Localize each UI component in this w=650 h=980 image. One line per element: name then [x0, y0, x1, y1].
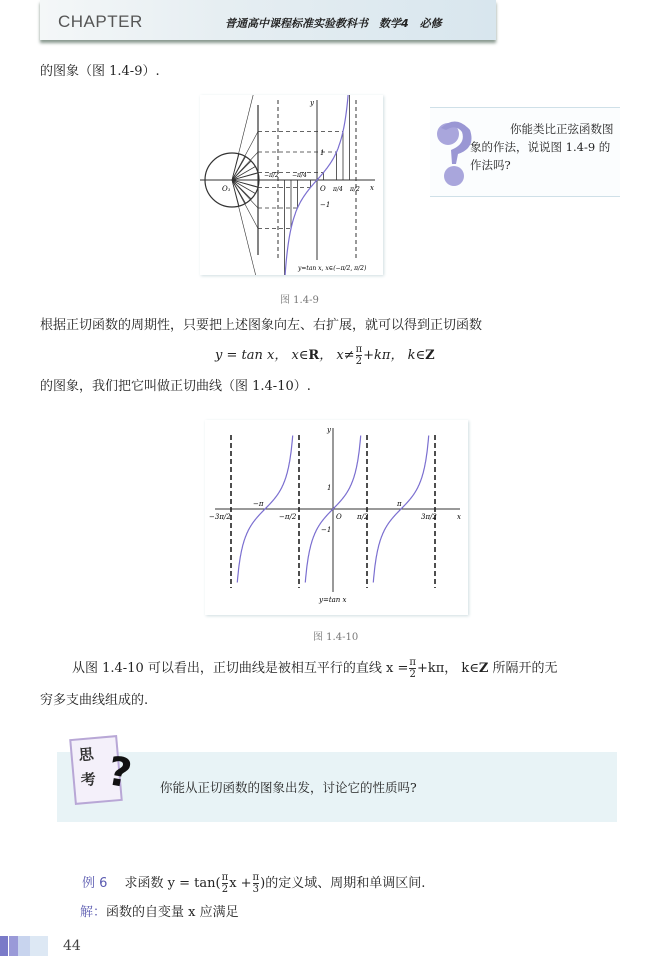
label-neg-3pi-2: −3π/2 — [209, 513, 231, 521]
think-icon: 思 考 — [69, 735, 123, 805]
page-number: 44 — [63, 938, 81, 954]
label-pi-4: π/4 — [333, 186, 343, 193]
label-origin: O — [320, 185, 326, 193]
paragraph-1: 根据正切函数的周期性，只要把上述图象向左、右扩展，就可以得到正切函数 — [40, 318, 483, 333]
label-x: x — [370, 184, 374, 192]
think-question: 你能从正切函数的图象出发，讨论它的性质吗? — [160, 780, 417, 795]
label-pi: π — [397, 500, 402, 508]
paragraph-3: 从图 1.4-10 可以看出，正切曲线是被相互平行的直线 x = $\frac{\pi}{2}$ +kπ， k∈Z 所隔开的无 — [72, 657, 558, 680]
label-x: x — [457, 513, 461, 521]
formula-tan-domain: y = tan x， x∈R， x≠ $\frac{\pi}{2}$ +kπ， k∈Z — [215, 344, 435, 367]
figure-1-4-9-caption: 图 1.4-9 — [280, 295, 319, 306]
page-number-bar — [0, 936, 48, 956]
label-neg-one: −1 — [321, 526, 332, 534]
label-3pi-2: 3π/2 — [421, 513, 437, 521]
question-text: 你能类比正弦函数图象的作法，说说图 1.4-9 的作法吗? — [470, 122, 614, 172]
figure-1-4-9 — [200, 95, 383, 275]
label-one: 1 — [320, 149, 325, 157]
label-one: 1 — [327, 484, 332, 492]
label-o1: O₁ — [222, 185, 231, 193]
label-neg-pi-2: −π/2 — [279, 513, 297, 521]
figure-1-4-10 — [205, 420, 468, 615]
label-formula: y=tan x, x∈(−π/2, π/2) — [298, 265, 367, 272]
chapter-label: CHAPTER — [58, 12, 143, 31]
paragraph-2: 的图象，我们把它叫做正切曲线（图 1.4-10）. — [40, 379, 311, 394]
figure-1-4-10-caption: 图 1.4-10 — [313, 632, 359, 643]
label-neg-one: −1 — [320, 201, 331, 209]
label-y: y — [327, 426, 331, 434]
label-neg-pi: −π — [253, 500, 264, 508]
tan-curve-graph — [205, 420, 468, 615]
book-title: 普通高中课程标准实验教科书 数学4 必修 — [225, 17, 442, 30]
label-formula: y=tan x — [319, 596, 347, 604]
intro-line: 的图象（图 1.4-9）. — [40, 64, 160, 79]
paragraph-3-line-2: 穷多支曲线组成的. — [40, 693, 149, 708]
label-origin: O — [336, 513, 342, 521]
tan-construction-diagram — [200, 95, 383, 275]
question-mark-icon: ? — [104, 748, 136, 798]
example-6: 例 6 求函数 y = tan( $\frac{\pi}{2}$ x + $\frac{\pi}{3}$ )的定义域、周期和单调区间. — [82, 872, 426, 895]
label-neg-pi-2: −π/2 — [264, 172, 279, 179]
label-pi-2: π/2 — [357, 513, 369, 521]
solution: 解：函数的自变量 x 应满足 — [80, 905, 239, 920]
label-neg-pi-4: −π/4 — [292, 172, 307, 179]
label-y: y — [310, 99, 314, 107]
question-box — [430, 107, 620, 197]
label-pi-2: π/2 — [350, 186, 360, 193]
